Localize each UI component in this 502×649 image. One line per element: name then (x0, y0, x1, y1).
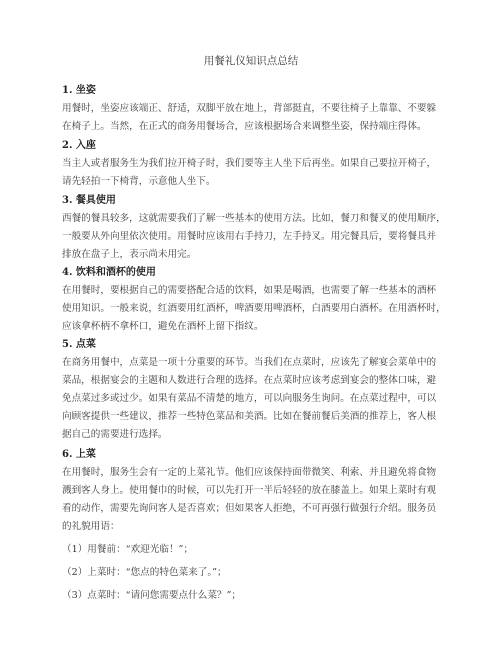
paragraph-line: 应该拿杯柄不拿杯口，避免在酒杯上留下指纹。 (62, 321, 264, 332)
paragraph-line: 看的动作，需要先询问客人是否喜欢；但如果客人拒绝，不可再强行做强行介绍。服务员 (62, 503, 437, 514)
paragraph-line: 免点菜过多或过少。如果有菜品不清楚的地方，可以向服务生询问。在点菜过程中，可以 (62, 393, 437, 404)
paragraph-line: 在用餐时，要根据自己的需要搭配合适的饮料，如果是喝酒，也需要了解一些基本的酒杯 (62, 285, 437, 296)
paragraph-line: 向顾客提供一些建议，推荐一些特色菜品和美酒。比如在餐前餐后美酒的推荐上，客人根 (62, 411, 437, 422)
paragraph-line: 西餐的餐具较多，这就需要我们了解一些基本的使用方法。比如，餐刀和餐叉的使用顺序， (62, 213, 446, 224)
paragraph-line: 请先轻拍一下椅背，示意他人坐下。 (62, 176, 216, 187)
list-item: （3）点菜时：“请问您需要点什么菜？”； (62, 590, 242, 601)
paragraph-line: 在用餐时，服务生会有一定的上菜礼节。他们应该保持面带微笑、利索、并且避免将食物 (62, 467, 437, 478)
paragraph-line: 在椅子上。当然，在正式的商务用餐场合，应该根据场合来调整坐姿，保持端庄得体。 (62, 121, 427, 132)
list-item: （1）用餐前：“欢迎光临！”； (62, 544, 194, 555)
list-item: （2）上菜时：“您点的特色菜来了。”； (62, 567, 227, 578)
section-heading-taking-seat: 2. 入座 (62, 140, 96, 151)
section-heading-drinks: 4. 饮料和酒杯的使用 (62, 267, 156, 278)
section-body-drinks (62, 282, 446, 336)
section-heading-tableware: 3. 餐具使用 (62, 195, 116, 206)
paragraph-line: 菜品，根据宴会的主题和人数进行合理的选择。在点菜时应该考虑到宴会的整体口味，避 (62, 375, 437, 386)
section-heading-serving: 6. 上菜 (62, 449, 96, 460)
paragraph-line: 的礼貌用语： (62, 521, 120, 532)
section-body-seating (62, 100, 442, 136)
section-body-tableware (62, 210, 446, 264)
paragraph-line: 使用知识。一般来说，红酒要用红酒杯，啤酒要用啤酒杯，白酒要用白酒杯。在用酒杯时， (62, 303, 446, 314)
section-body-taking-seat (62, 155, 442, 191)
paragraph-line: 在商务用餐中，点菜是一项十分重要的环节。当我们在点菜时，应该先了解宴会菜单中的 (62, 357, 437, 368)
paragraph-line: 排放在盘子上，表示尚未用完。 (62, 249, 197, 260)
section-heading-ordering: 5. 点菜 (62, 339, 96, 350)
section-body-serving (62, 464, 442, 536)
section-body-ordering (62, 354, 442, 444)
paragraph-line: 当主人或者服务生为我们拉开椅子时，我们要等主人坐下后再坐。如果自己要拉开椅子， (62, 158, 437, 169)
paragraph-line: 用餐时，坐姿应该端正、舒适，双脚平放在地上，背部挺直，不要往椅子上靠靠、不要躲 (62, 103, 437, 114)
section-heading-seating: 1. 坐姿 (62, 85, 96, 96)
document-title: 用餐礼仪知识点总结 (203, 55, 299, 67)
paragraph-line: 一般要从外向里依次使用。用餐时应该用右手持刀，左手持叉。用完餐具后，要将餐具并 (62, 231, 437, 242)
paragraph-line: 据自己的需要进行选择。 (62, 429, 168, 440)
paragraph-line: 溅到客人身上。使用餐巾的时候，可以先打开一半后轻轻的放在膝盖上。如果上菜时有观 (62, 485, 437, 496)
